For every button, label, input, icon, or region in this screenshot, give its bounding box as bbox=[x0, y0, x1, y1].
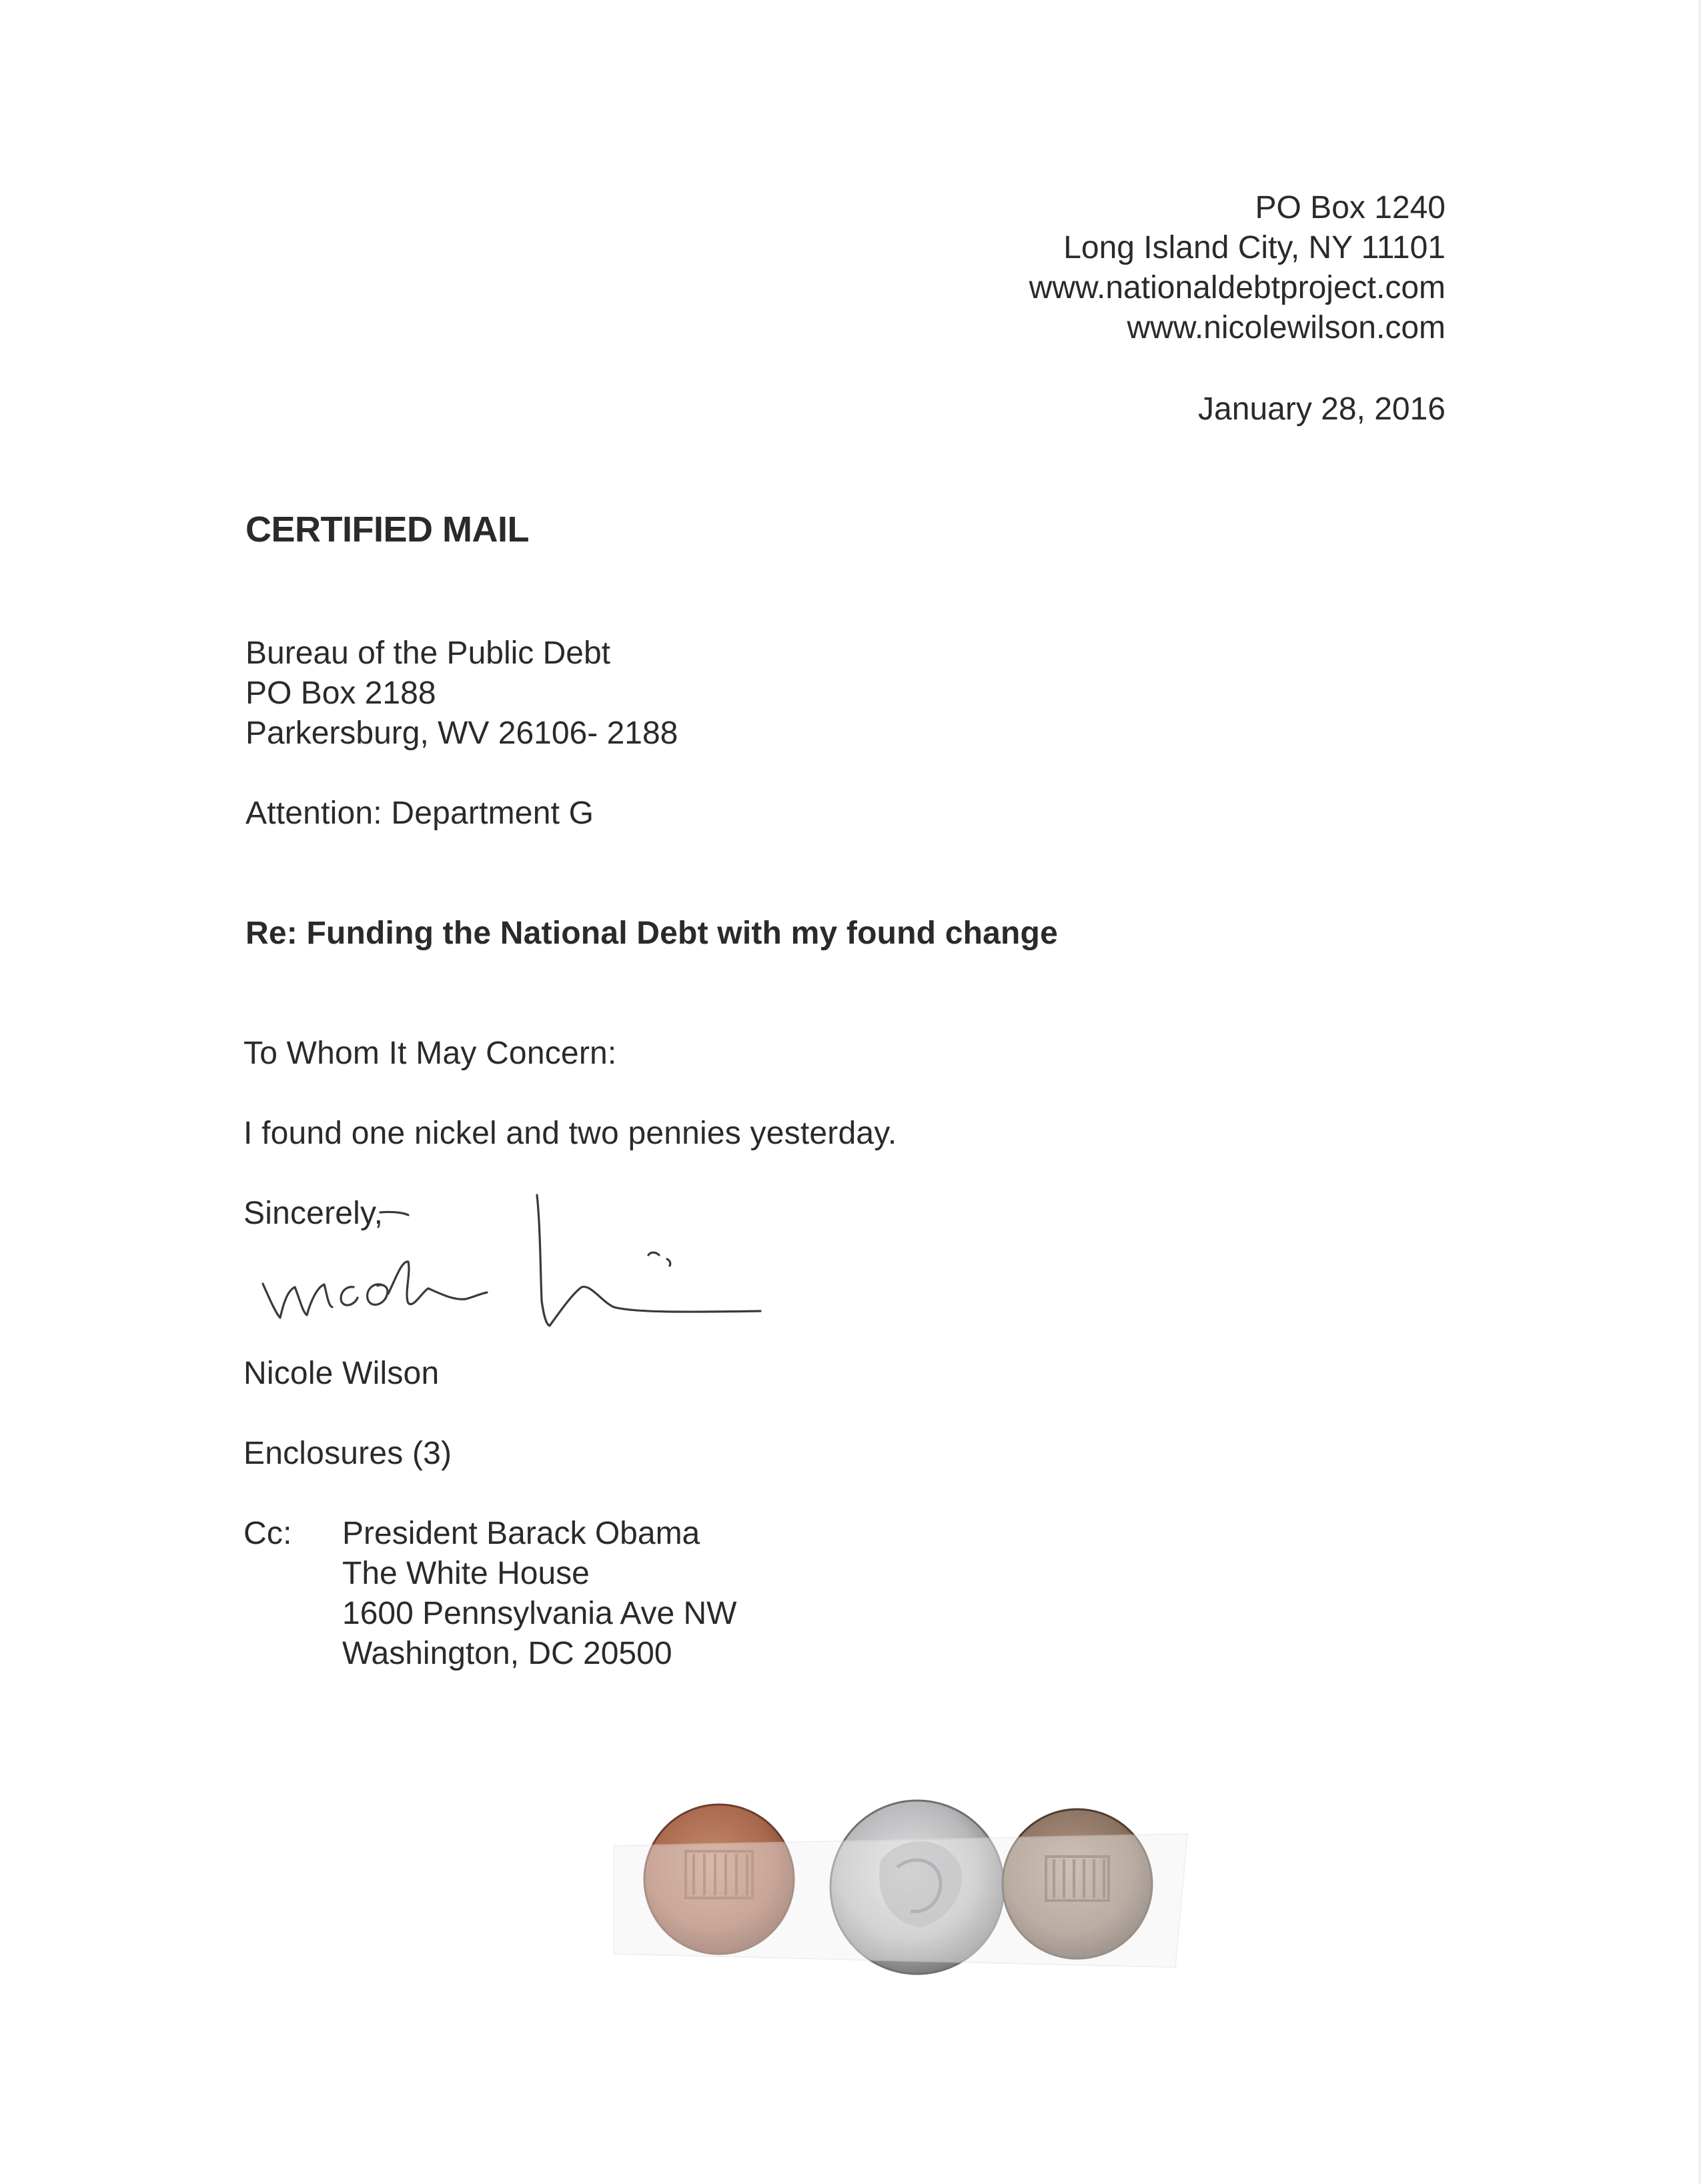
cc-recipient-address bbox=[342, 1514, 736, 1674]
closing: Sincerely, bbox=[243, 1196, 384, 1231]
enclosures-line: Enclosures (3) bbox=[243, 1436, 452, 1471]
cc-line-city: Washington, DC 20500 bbox=[342, 1636, 672, 1671]
letter-date: January 28, 2016 bbox=[1198, 391, 1446, 427]
salutation: To Whom It May Concern: bbox=[243, 1036, 617, 1071]
recipient-address bbox=[245, 634, 678, 754]
cc-line-street: 1600 Pennsylvania Ave NW bbox=[342, 1596, 737, 1631]
body-text: I found one nickel and two pennies yesterday. bbox=[243, 1116, 897, 1151]
recipient-line-city: Parkersburg, WV 26106- 2188 bbox=[245, 716, 678, 751]
handwritten-signature bbox=[253, 1194, 774, 1334]
subject-line: Re: Funding the National Debt with my found change bbox=[245, 916, 1058, 951]
cc-line-name: President Barack Obama bbox=[342, 1516, 700, 1551]
attention-line: Attention: Department G bbox=[245, 796, 594, 831]
cc-line-building: The White House bbox=[342, 1556, 590, 1591]
sender-address bbox=[1029, 188, 1446, 348]
sender-line-city: Long Island City, NY 11101 bbox=[1063, 230, 1446, 265]
scan-edge bbox=[1697, 0, 1701, 2184]
signer-name: Nicole Wilson bbox=[243, 1356, 440, 1391]
sender-line-website-1: www.nationaldebtproject.com bbox=[1029, 270, 1446, 305]
recipient-line-name: Bureau of the Public Debt bbox=[245, 636, 611, 671]
sender-line-po-box: PO Box 1240 bbox=[1255, 190, 1446, 225]
tape-strip bbox=[614, 1834, 1187, 1967]
recipient-line-po-box: PO Box 2188 bbox=[245, 676, 436, 711]
certified-mail-heading: CERTIFIED MAIL bbox=[245, 509, 529, 550]
cc-label: Cc: bbox=[243, 1516, 292, 1551]
taped-coins-photo bbox=[600, 1787, 1201, 2001]
sender-line-website-2: www.nicolewilson.com bbox=[1127, 310, 1446, 345]
